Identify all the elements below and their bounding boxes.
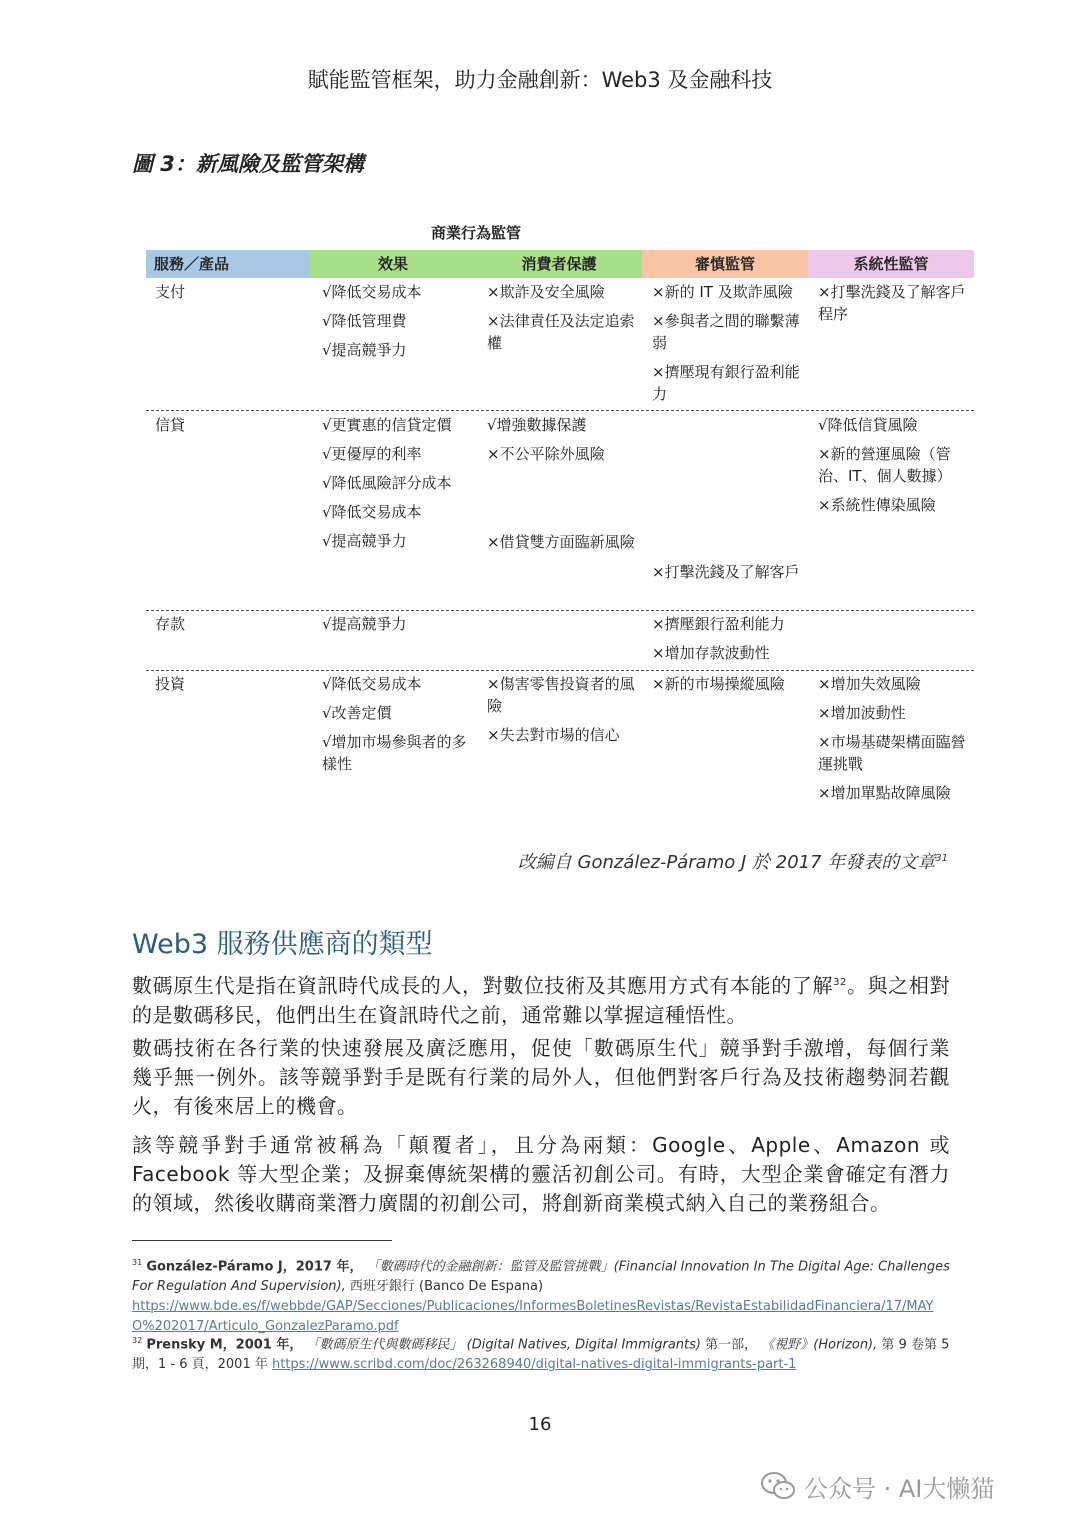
column-header-systemic xyxy=(808,250,974,278)
cell-credit-effects xyxy=(322,414,462,559)
figure-caption xyxy=(518,848,948,874)
list-item: ×參與者之間的聯繫薄弱 xyxy=(652,312,800,352)
watermark xyxy=(760,1466,994,1506)
list-item: √提高競爭力 xyxy=(322,615,407,633)
paragraph-text: 。與之相對的是數碼移民，他們出生在資訊時代之前，通常難以掌握這種悟性。 xyxy=(132,973,951,1027)
list-item: ×傷害零售投資者的風險 xyxy=(487,675,635,715)
page-header: 賦能監管框架，助力金融創新：Web3 及金融科技 xyxy=(307,68,773,92)
footnote-part: 第一部， xyxy=(705,1337,758,1353)
list-item: ×法律責任及法定追索權 xyxy=(487,312,635,352)
cell-payments-systemic xyxy=(818,281,966,332)
list-item: √降低管理費 xyxy=(322,312,407,330)
wechat-icon xyxy=(760,1470,796,1502)
list-item: √降低交易成本 xyxy=(322,503,422,521)
cell-investment-consumer xyxy=(487,673,635,753)
list-item: √降低交易成本 xyxy=(322,675,422,693)
list-item: ×市場基礎架構面臨營運挑戰 xyxy=(818,733,966,773)
footnote-title-en: (Digital Natives, Digital Immigrants) xyxy=(466,1337,701,1353)
list-item: √降低交易成本 xyxy=(322,283,422,301)
list-item: ×擠壓銀行盈利能力 xyxy=(652,615,785,633)
column-header-label: 效果 xyxy=(377,255,408,273)
row-divider xyxy=(146,610,974,611)
row-label-credit: 信貸 xyxy=(155,416,186,434)
footnote-ref[interactable]: 32 xyxy=(833,977,847,988)
cell-investment-prudential xyxy=(652,673,802,702)
footnote-number: 32 xyxy=(132,1336,143,1345)
cell-payments-consumer xyxy=(487,281,635,361)
cell-investment-effects xyxy=(322,673,468,782)
column-header-prudential xyxy=(642,250,808,278)
footnote-link[interactable]: https://www.scribd.com/doc/263268940/digital-natives-digital-immigrants-part-1 xyxy=(272,1357,797,1373)
list-item: ×增加單點故障風險 xyxy=(818,784,951,802)
footnote-number: 31 xyxy=(132,1258,143,1267)
footnote-separator xyxy=(132,1240,392,1241)
paragraph-3: 該等競爭對手通常被稱為「顛覆者」，且分為兩類：Google、Apple、Amazon 或 Facebook 等大型企業；及摒棄傳統架構的靈活初創公司。有時，大型企業會確定有潛力的領域，然後收購商業潛力廣闊的初創公司，將創新商業模式納入自己的業務組合。 xyxy=(132,1133,950,1215)
section-heading: Web3 服務供應商的類型 xyxy=(132,929,433,960)
list-item: ×失去對市場的信心 xyxy=(487,726,620,744)
cell-credit-prudential: ×打擊洗錢及了解客戶 xyxy=(652,563,800,581)
list-item: ×欺詐及安全風險 xyxy=(487,283,605,301)
footnote-link[interactable]: https://www.bde.es/f/webbde/GAP/Secciones/Publicaciones/InformesBoletinesRevistas/RevistaEstabilidadFinanciera/17/MAYO%202017/Articulo_GonzalezParamo.pdf xyxy=(132,1299,934,1335)
footnote-32 xyxy=(132,1331,950,1375)
list-item: √更優厚的利率 xyxy=(322,445,422,463)
list-item: √降低信貸風險 xyxy=(818,416,918,434)
list-item: √增加市場參與者的多樣性 xyxy=(322,733,467,773)
paragraph-text: 數碼原生代是指在資訊時代成長的人，對數位技術及其應用方式有本能的了解 xyxy=(132,973,834,998)
row-divider xyxy=(146,670,974,671)
commerce-conduct-header: 商業行為監管 xyxy=(430,224,521,242)
row-label-payments: 支付 xyxy=(155,283,186,301)
list-item: ×不公平除外風險 xyxy=(487,445,605,463)
footnote-volume: 第 9 卷第 5 期，1 - 6 頁，2001 年 xyxy=(132,1337,950,1373)
list-item: √提高競爭力 xyxy=(322,341,407,359)
footnote-title-zh: 「數碼時代的金融創新：監管及監管挑戰」 xyxy=(366,1259,614,1275)
cell-payments-effects xyxy=(322,281,468,368)
footnote-journal: 《視野》(Horizon), xyxy=(761,1337,878,1353)
list-item: ×增加存款波動性 xyxy=(652,644,770,662)
list-item: √增強數據保護 xyxy=(487,416,587,434)
footnote-publisher: 西班牙銀行 (Banco De Espana) xyxy=(349,1279,544,1295)
cell-credit-systemic xyxy=(818,414,966,523)
column-header-label: 系統性監管 xyxy=(853,255,929,273)
list-item: ×擠壓現有銀行盈利能力 xyxy=(652,363,800,403)
paragraph-2: 數碼技術在各行業的快速發展及廣泛應用，促使「數碼原生代」競爭對手激增，每個行業幾乎無一例外。該等競爭對手是既有行業的局外人，但他們對客戶行為及技術趨勢洞若觀火，有後來居上的機會。 xyxy=(132,1036,950,1118)
column-header-service xyxy=(146,250,310,278)
column-header-consumer-protection xyxy=(476,250,642,278)
list-item: ×系統性傳染風險 xyxy=(818,496,936,514)
watermark-text: 公众号 · AI大懒猫 xyxy=(804,1474,995,1503)
list-item: ×新的 IT 及欺詐風險 xyxy=(652,283,793,301)
cell-payments-prudential xyxy=(652,281,802,412)
footnote-title-en: (Financial Innovation In The Digital Age: Challenges For Regulation And Supervision), xyxy=(132,1259,950,1295)
list-item: ×新的市場操縱風險 xyxy=(652,675,785,693)
cell-investment-systemic xyxy=(818,673,966,811)
list-item: √更實惠的信貸定價 xyxy=(322,416,452,434)
paragraph-1 xyxy=(132,968,950,1030)
page-number: 16 xyxy=(528,1414,552,1435)
caption-text: 改編自 González-Páramo J 於 2017 年發表的文章 xyxy=(517,852,936,873)
figure-title: 圖 3：新風險及監管架構 xyxy=(132,152,364,176)
caption-footnote-ref[interactable]: 31 xyxy=(935,853,948,864)
column-header-label: 審慎監管 xyxy=(694,255,755,273)
cell-deposits-prudential xyxy=(652,613,802,671)
list-item: √降低風險評分成本 xyxy=(322,474,452,492)
column-header-effects xyxy=(310,250,476,278)
list-item: ×增加失效風險 xyxy=(818,675,921,693)
list-item: √改善定價 xyxy=(322,704,392,722)
row-label-deposits: 存款 xyxy=(155,615,186,633)
list-item: ×增加波動性 xyxy=(818,704,906,722)
footnote-author: Prensky M，2001 年， xyxy=(146,1337,303,1353)
column-header-label: 消費者保護 xyxy=(521,255,597,273)
cell-credit-consumer xyxy=(487,414,635,472)
row-label-investment: 投資 xyxy=(155,675,186,693)
cell-deposits-effects xyxy=(322,613,468,642)
footnote-31 xyxy=(132,1253,950,1337)
footnote-author: González-Páramo J，2017 年， xyxy=(146,1259,363,1275)
cell-credit-consumer-extra: ×借貸雙方面臨新風險 xyxy=(487,533,635,551)
list-item: √提高競爭力 xyxy=(322,532,407,550)
list-item: ×打擊洗錢及了解客戶程序 xyxy=(818,283,966,323)
list-item: ×新的營運風險（管治、IT、個人數據） xyxy=(818,445,952,485)
column-header-label: 服務／產品 xyxy=(154,255,230,273)
row-divider xyxy=(146,410,974,411)
footnote-title-zh: 「數碼原生代與數碼移民」 xyxy=(306,1337,463,1353)
